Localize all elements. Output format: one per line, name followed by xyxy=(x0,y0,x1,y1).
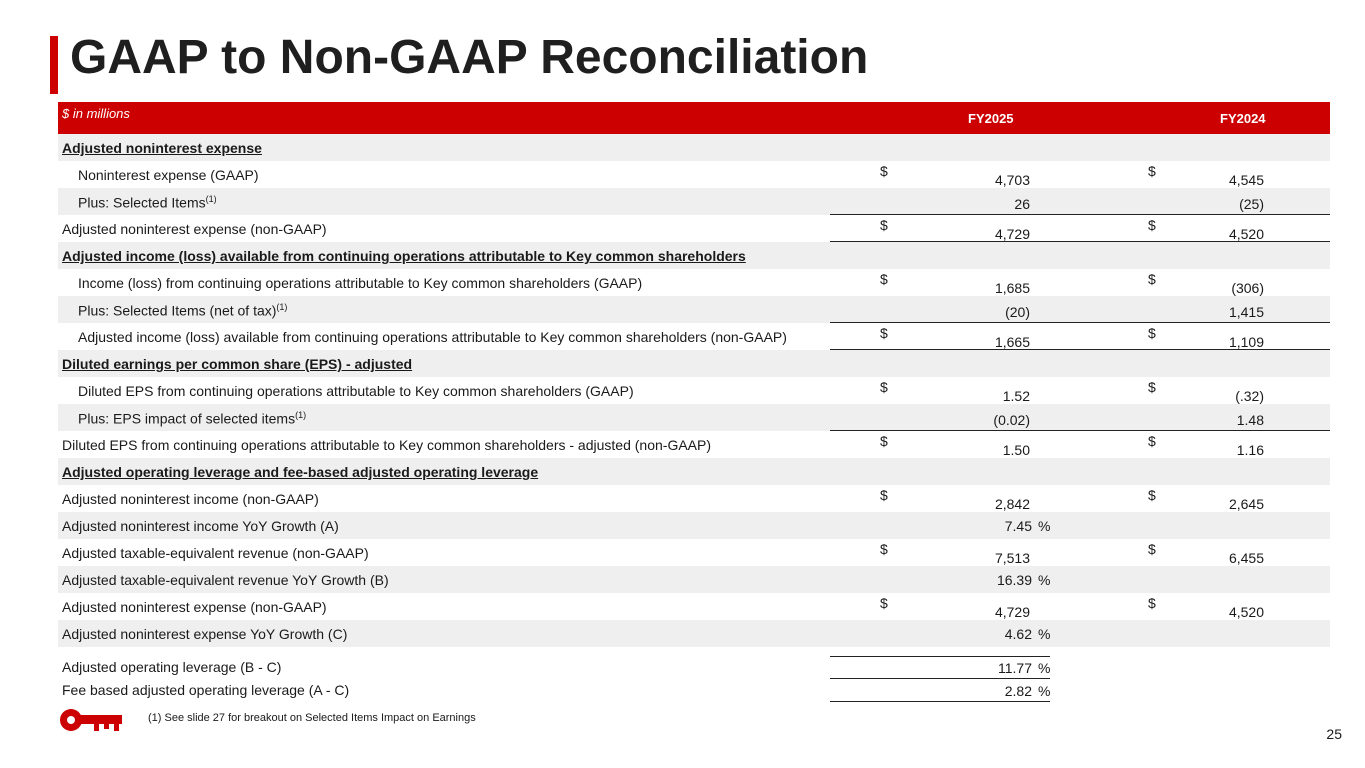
percent-sign: % xyxy=(1038,683,1051,699)
value-fy2025: 2.82 xyxy=(1004,683,1032,699)
value-fy2024: 1,415 xyxy=(1228,304,1264,320)
table-row xyxy=(58,323,1330,350)
row-label: Adjusted noninterest expense (non-GAAP) xyxy=(62,599,327,615)
percent-sign: % xyxy=(1038,518,1051,534)
currency-symbol: $ xyxy=(880,595,888,611)
row-label: Plus: Selected Items$^{(1)}$ xyxy=(78,194,217,211)
value-fy2024: 1.48 xyxy=(1236,412,1264,428)
units-label: $ in millions xyxy=(62,106,130,121)
percent-sign: % xyxy=(1038,626,1051,642)
table-row xyxy=(58,377,1330,404)
currency-symbol: $ xyxy=(1148,433,1156,449)
table-row xyxy=(58,539,1330,566)
value-fy2025: 4,703 xyxy=(994,172,1030,188)
table-row xyxy=(58,296,1330,323)
table-row xyxy=(58,655,1330,679)
column-header-fy2024: FY2024 xyxy=(1220,111,1266,126)
value-fy2024: 6,455 xyxy=(1228,550,1264,566)
value-fy2025: 16.39 xyxy=(996,572,1032,588)
currency-symbol: $ xyxy=(880,433,888,449)
row-label: Diluted EPS from continuing operations attributable to Key common shareholders (GAAP) xyxy=(78,383,634,399)
currency-symbol: $ xyxy=(880,163,888,179)
value-fy2024: 2,645 xyxy=(1228,496,1264,512)
value-fy2025: 2,842 xyxy=(994,496,1030,512)
section-header: Adjusted operating leverage and fee-based adjusted operating leverage xyxy=(62,464,539,480)
value-fy2024: (25) xyxy=(1239,196,1264,212)
table-row xyxy=(58,512,1330,539)
value-fy2025: 1.52 xyxy=(1002,388,1030,404)
row-label: Adjusted income (loss) available from continuing operations attributable to Key common shareholders (non-GAAP) xyxy=(78,329,787,345)
table-row xyxy=(58,188,1330,215)
value-fy2025: 1,685 xyxy=(994,280,1030,296)
row-label: Adjusted noninterest expense (non-GAAP) xyxy=(62,221,327,237)
column-header-fy2025: FY2025 xyxy=(968,111,1014,126)
row-label: Fee based adjusted operating leverage (A - C) xyxy=(62,682,350,698)
table-row xyxy=(58,593,1330,620)
value-fy2024: 1,109 xyxy=(1228,334,1264,350)
value-fy2025: 1,665 xyxy=(994,334,1030,350)
value-fy2024: 4,545 xyxy=(1228,172,1264,188)
value-fy2025: 4,729 xyxy=(994,604,1030,620)
row-label: Adjusted taxable-equivalent revenue YoY Growth (B) xyxy=(62,572,389,588)
currency-symbol: $ xyxy=(1148,217,1156,233)
table-row xyxy=(58,404,1330,431)
currency-symbol: $ xyxy=(1148,325,1156,341)
currency-symbol: $ xyxy=(880,541,888,557)
table-row xyxy=(58,485,1330,512)
row-label: Adjusted noninterest expense YoY Growth (C) xyxy=(62,626,348,642)
row-label: Plus: Selected Items (net of tax)$^{(1)}$ xyxy=(78,302,288,319)
value-fy2024: 4,520 xyxy=(1228,226,1264,242)
section-header-row xyxy=(58,242,1330,269)
table-row xyxy=(58,431,1330,458)
currency-symbol: $ xyxy=(1148,163,1156,179)
table-row xyxy=(58,215,1330,242)
value-fy2025: 26 xyxy=(1014,196,1030,212)
value-fy2025: 4.62 xyxy=(1004,626,1032,642)
row-label: Plus: EPS impact of selected items$^{(1)}$ xyxy=(78,410,307,427)
value-fy2024: (306) xyxy=(1231,280,1264,296)
percent-sign: % xyxy=(1038,572,1051,588)
table-row xyxy=(58,161,1330,188)
page-title: GAAP to Non-GAAP Reconciliation xyxy=(70,31,869,84)
value-fy2025: (0.02) xyxy=(993,412,1030,428)
value-fy2024: 4,520 xyxy=(1228,604,1264,620)
percent-sign: % xyxy=(1038,660,1051,676)
row-gap xyxy=(58,647,1330,655)
table-row xyxy=(58,566,1330,593)
row-label: Adjusted noninterest income (non-GAAP) xyxy=(62,491,319,507)
page-number: 25 xyxy=(1326,726,1342,742)
value-fy2025: 4,729 xyxy=(994,226,1030,242)
row-label: Diluted EPS from continuing operations attributable to Key common shareholders - adjusted (non-GAAP) xyxy=(62,437,712,453)
table-row xyxy=(58,269,1330,296)
section-header: Diluted earnings per common share (EPS) - adjusted xyxy=(62,356,413,372)
row-label: Adjusted noninterest income YoY Growth (A) xyxy=(62,518,339,534)
value-fy2025: 1.50 xyxy=(1002,442,1030,458)
value-fy2025: 7,513 xyxy=(994,550,1030,566)
value-fy2025: 7.45 xyxy=(1004,518,1032,534)
footnote: (1) See slide 27 for breakout on Selected Items Impact on Earnings xyxy=(148,712,476,724)
row-label: Income (loss) from continuing operations attributable to Key common shareholders (GAAP) xyxy=(78,275,643,291)
section-header: Adjusted noninterest expense xyxy=(62,140,262,156)
row-label: Adjusted operating leverage (B - C) xyxy=(62,659,282,675)
section-header-row xyxy=(58,350,1330,377)
currency-symbol: $ xyxy=(1148,595,1156,611)
section-header-row xyxy=(58,458,1330,485)
row-label: Noninterest expense (GAAP) xyxy=(78,167,259,183)
currency-symbol: $ xyxy=(880,325,888,341)
value-fy2024: 1.16 xyxy=(1236,442,1264,458)
currency-symbol: $ xyxy=(880,217,888,233)
section-header-row xyxy=(58,134,1330,161)
reconciliation-table xyxy=(58,102,1330,702)
title-accent-bar xyxy=(50,36,58,94)
currency-symbol: $ xyxy=(880,379,888,395)
currency-symbol: $ xyxy=(1148,271,1156,287)
key-logo-icon xyxy=(58,705,124,735)
value-fy2024: (.32) xyxy=(1235,388,1264,404)
currency-symbol: $ xyxy=(1148,487,1156,503)
table-header xyxy=(58,102,1330,134)
value-fy2025: (20) xyxy=(1005,304,1030,320)
currency-symbol: $ xyxy=(1148,379,1156,395)
currency-symbol: $ xyxy=(880,271,888,287)
currency-symbol: $ xyxy=(1148,541,1156,557)
value-fy2025: 11.77 xyxy=(998,660,1032,676)
table-row xyxy=(58,679,1330,702)
section-header: Adjusted income (loss) available from continuing operations attributable to Key common shareholders xyxy=(62,248,746,264)
table-row xyxy=(58,620,1330,647)
row-label: Adjusted taxable-equivalent revenue (non-GAAP) xyxy=(62,545,369,561)
currency-symbol: $ xyxy=(880,487,888,503)
